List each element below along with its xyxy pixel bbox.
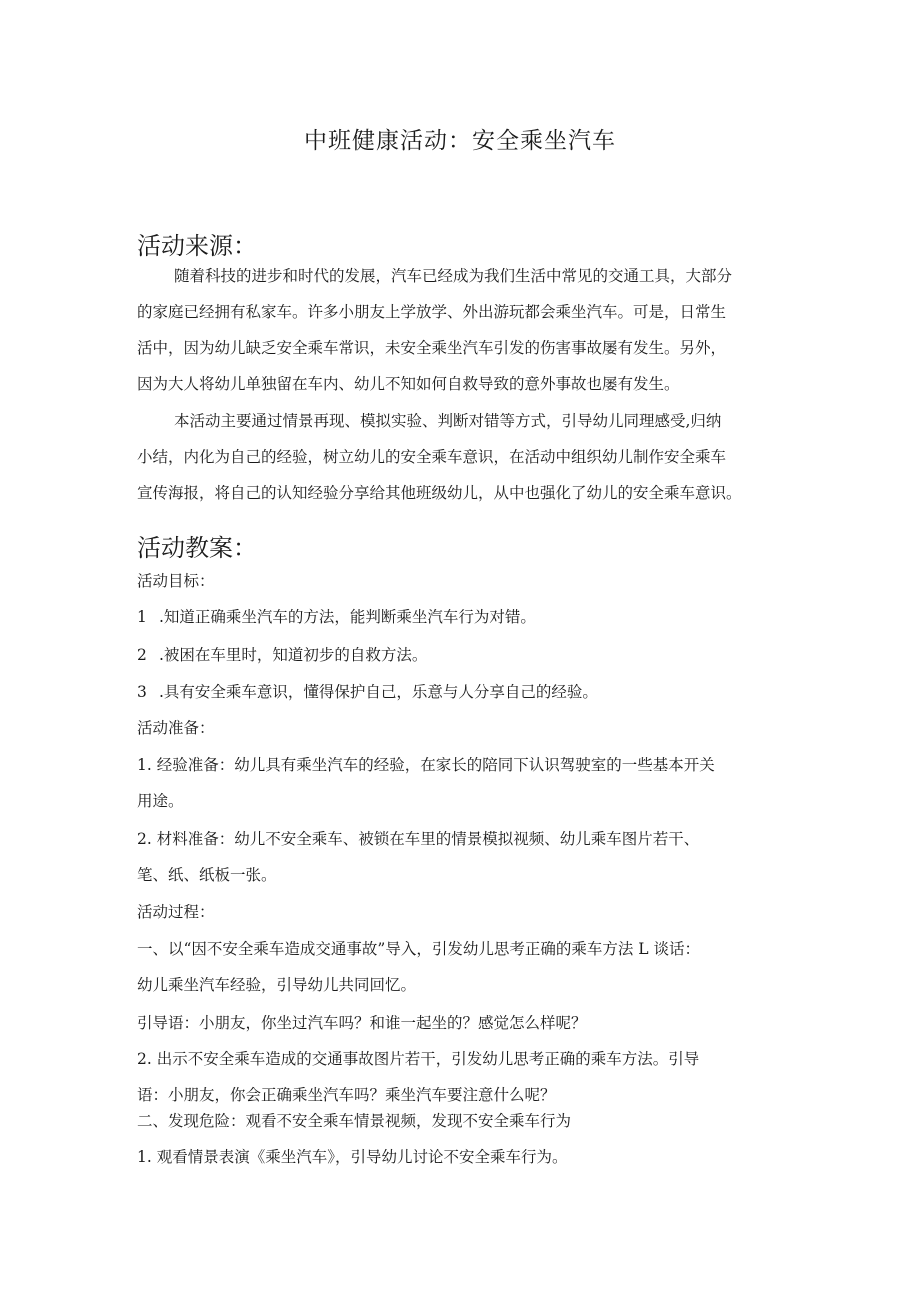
process-line: 引导语：小朋友，你坐过汽车吗？和谁一起坐的？感觉怎么样呢？	[137, 1014, 587, 1032]
goal-number: 3	[137, 683, 147, 701]
prep-line: 1. 经验准备：幼儿具有乘坐汽车的经验，在家长的陪同下认识驾驶室的一些基本开关	[137, 756, 715, 774]
process-line: 2. 出示不安全乘车造成的交通事故图片若干，引发幼儿思考正确的乘车方法。引导	[137, 1050, 700, 1068]
process-label: 活动过程：	[137, 903, 215, 921]
section-heading-source: 活动来源：	[137, 232, 257, 260]
section-heading-plan: 活动教案：	[137, 534, 257, 562]
goal-item	[137, 645, 797, 665]
process-line: 语：小朋友，你会正确乘坐汽车吗？乘坐汽车要注意什么呢？	[137, 1086, 556, 1104]
goal-number: 1	[137, 608, 147, 626]
paragraph-line: 活中，因为幼儿缺乏安全乘车常识，未安全乘坐汽车引发的伤害事故屡有发生。另外，	[137, 339, 727, 357]
paragraph-line: 本活动主要通过情景再现、模拟实验、判断对错等方式，引导幼儿同理感受,归纳	[174, 412, 722, 430]
goal-text: .知道正确乘坐汽车的方法，能判断乘坐汽车行为对错。	[159, 608, 536, 626]
goal-number: 2	[137, 646, 147, 664]
prep-line: 用途。	[137, 792, 184, 810]
goal-text: .具有安全乘车意识，懂得保护自己，乐意与人分享自己的经验。	[159, 683, 598, 701]
process-line: 二、发现危险：观看不安全乘车情景视频，发现不安全乘车行为	[137, 1112, 572, 1130]
process-line: 一、以“因不安全乘车造成交通事故”导入，引发幼儿思考正确的乘车方法 L 谈话：	[137, 940, 700, 958]
prep-line: 2. 材料准备：幼儿不安全乘车、被锁在车里的情景模拟视频、幼儿乘车图片若干、	[137, 830, 700, 848]
goal-label: 活动目标：	[137, 572, 215, 590]
page-title: 中班健康活动：安全乘坐汽车	[304, 128, 616, 154]
paragraph-line: 因为大人将幼儿单独留在车内、幼儿不知如何自救导致的意外事故也屡有发生。	[137, 375, 680, 393]
prep-label: 活动准备：	[137, 719, 215, 737]
paragraph-line: 随着科技的进步和时代的发展，汽车已经成为我们生活中常见的交通工具，大部分	[174, 267, 733, 285]
goal-text: .被困在车里时，知道初步的自救方法。	[159, 646, 428, 664]
prep-line: 笔、纸、纸板一张。	[137, 866, 277, 884]
goal-item	[137, 682, 797, 702]
paragraph-line: 宣传海报，将自己的认知经验分享给其他班级幼儿，从中也强化了幼儿的安全乘车意识。	[137, 484, 742, 502]
goal-item	[137, 607, 797, 627]
paragraph-line: 的家庭已经拥有私家车。许多小朋友上学放学、外出游玩都会乘坐汽车。可是，日常生	[137, 303, 727, 321]
process-line: 幼儿乘坐汽车经验，引导幼儿共同回忆。	[137, 976, 417, 994]
process-line: 1. 观看情景表演《乘坐汽车》，引导幼儿讨论不安全乘车行为。	[137, 1148, 568, 1166]
paragraph-line: 小结，内化为自己的经验，树立幼儿的安全乘车意识，在活动中组织幼儿制作安全乘车	[137, 448, 727, 466]
